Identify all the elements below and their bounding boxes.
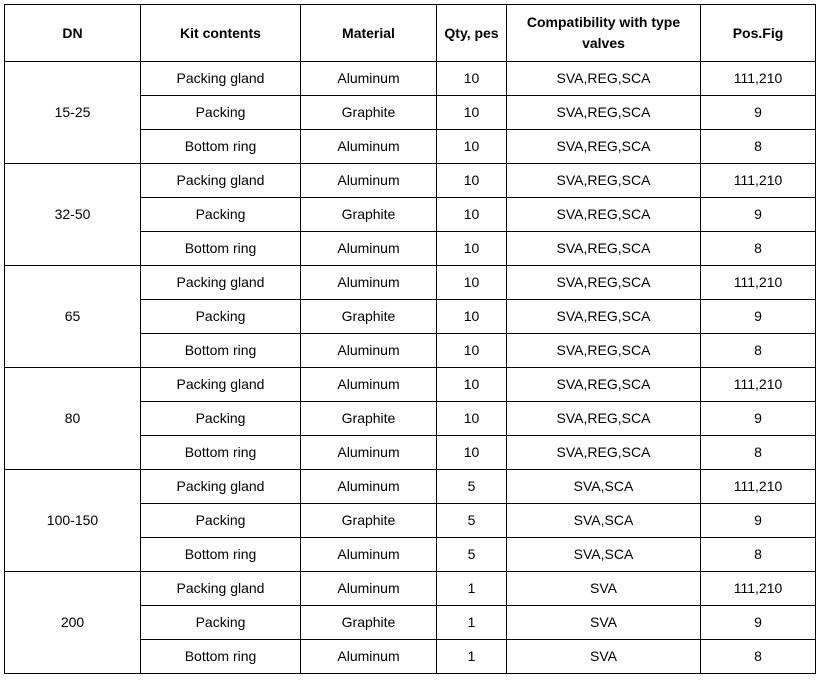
cell-pos-fig: 9 [701,504,816,538]
cell-qty: 10 [437,198,507,232]
cell-material: Aluminum [301,470,437,504]
header-compatibility: Compatibility with type valves [507,5,701,62]
cell-qty: 10 [437,232,507,266]
cell-kit-contents: Packing gland [141,368,301,402]
cell-compatibility: SVA,REG,SCA [507,62,701,96]
cell-kit-contents: Bottom ring [141,130,301,164]
cell-qty: 10 [437,266,507,300]
cell-compatibility: SVA,REG,SCA [507,266,701,300]
cell-pos-fig: 111,210 [701,164,816,198]
cell-dn: 100-150 [5,470,141,572]
table-row [5,62,816,96]
cell-material: Aluminum [301,266,437,300]
cell-pos-fig: 8 [701,436,816,470]
header-pos-fig: Pos.Fig [701,5,816,62]
cell-material: Aluminum [301,62,437,96]
cell-kit-contents: Bottom ring [141,538,301,572]
cell-compatibility: SVA [507,572,701,606]
cell-kit-contents: Packing [141,504,301,538]
cell-dn: 15-25 [5,62,141,164]
cell-kit-contents: Packing [141,96,301,130]
cell-pos-fig: 9 [701,606,816,640]
header-row [5,5,816,62]
cell-qty: 1 [437,572,507,606]
cell-kit-contents: Packing [141,606,301,640]
cell-compatibility: SVA,SCA [507,538,701,572]
cell-compatibility: SVA,REG,SCA [507,130,701,164]
table-row [5,266,816,300]
cell-kit-contents: Packing [141,198,301,232]
cell-compatibility: SVA,REG,SCA [507,96,701,130]
header-kit-contents: Kit contents [141,5,301,62]
cell-pos-fig: 111,210 [701,266,816,300]
cell-qty: 10 [437,164,507,198]
cell-compatibility: SVA,REG,SCA [507,334,701,368]
table-row [5,164,816,198]
cell-pos-fig: 8 [701,130,816,164]
cell-qty: 10 [437,96,507,130]
cell-kit-contents: Bottom ring [141,232,301,266]
cell-compatibility: SVA,REG,SCA [507,402,701,436]
cell-material: Graphite [301,300,437,334]
cell-material: Aluminum [301,640,437,674]
cell-qty: 5 [437,504,507,538]
cell-compatibility: SVA [507,606,701,640]
cell-dn: 200 [5,572,141,674]
cell-compatibility: SVA,SCA [507,504,701,538]
cell-material: Aluminum [301,572,437,606]
cell-compatibility: SVA,REG,SCA [507,198,701,232]
cell-compatibility: SVA,REG,SCA [507,436,701,470]
header-dn: DN [5,5,141,62]
cell-dn: 65 [5,266,141,368]
cell-material: Graphite [301,402,437,436]
cell-qty: 5 [437,538,507,572]
cell-material: Aluminum [301,334,437,368]
cell-kit-contents: Packing [141,402,301,436]
cell-kit-contents: Bottom ring [141,436,301,470]
header-qty: Qty, pes [437,5,507,62]
cell-qty: 1 [437,606,507,640]
cell-pos-fig: 9 [701,198,816,232]
cell-material: Aluminum [301,164,437,198]
cell-qty: 5 [437,470,507,504]
cell-material: Aluminum [301,538,437,572]
header-material: Material [301,5,437,62]
cell-kit-contents: Packing [141,300,301,334]
cell-pos-fig: 111,210 [701,62,816,96]
cell-compatibility: SVA,REG,SCA [507,368,701,402]
cell-pos-fig: 8 [701,538,816,572]
cell-material: Graphite [301,504,437,538]
cell-kit-contents: Bottom ring [141,334,301,368]
cell-kit-contents: Packing gland [141,62,301,96]
cell-material: Aluminum [301,130,437,164]
cell-pos-fig: 111,210 [701,368,816,402]
cell-qty: 10 [437,62,507,96]
cell-dn: 80 [5,368,141,470]
cell-compatibility: SVA,REG,SCA [507,300,701,334]
cell-pos-fig: 8 [701,334,816,368]
cell-qty: 10 [437,436,507,470]
cell-compatibility: SVA [507,640,701,674]
cell-kit-contents: Bottom ring [141,640,301,674]
cell-material: Aluminum [301,436,437,470]
cell-compatibility: SVA,SCA [507,470,701,504]
cell-pos-fig: 9 [701,402,816,436]
cell-material: Graphite [301,198,437,232]
cell-material: Aluminum [301,368,437,402]
cell-material: Graphite [301,606,437,640]
cell-qty: 10 [437,368,507,402]
table-row [5,572,816,606]
cell-kit-contents: Packing gland [141,164,301,198]
table-row [5,470,816,504]
cell-pos-fig: 9 [701,300,816,334]
table-body [5,62,816,674]
cell-pos-fig: 8 [701,232,816,266]
cell-qty: 10 [437,130,507,164]
cell-qty: 1 [437,640,507,674]
cell-material: Graphite [301,96,437,130]
cell-pos-fig: 9 [701,96,816,130]
cell-compatibility: SVA,REG,SCA [507,232,701,266]
cell-qty: 10 [437,300,507,334]
kit-table [4,4,816,674]
cell-kit-contents: Packing gland [141,470,301,504]
cell-kit-contents: Packing gland [141,572,301,606]
cell-qty: 10 [437,334,507,368]
cell-qty: 10 [437,402,507,436]
cell-compatibility: SVA,REG,SCA [507,164,701,198]
cell-pos-fig: 111,210 [701,470,816,504]
cell-kit-contents: Packing gland [141,266,301,300]
cell-pos-fig: 8 [701,640,816,674]
cell-pos-fig: 111,210 [701,572,816,606]
cell-dn: 32-50 [5,164,141,266]
cell-material: Aluminum [301,232,437,266]
table-row [5,368,816,402]
